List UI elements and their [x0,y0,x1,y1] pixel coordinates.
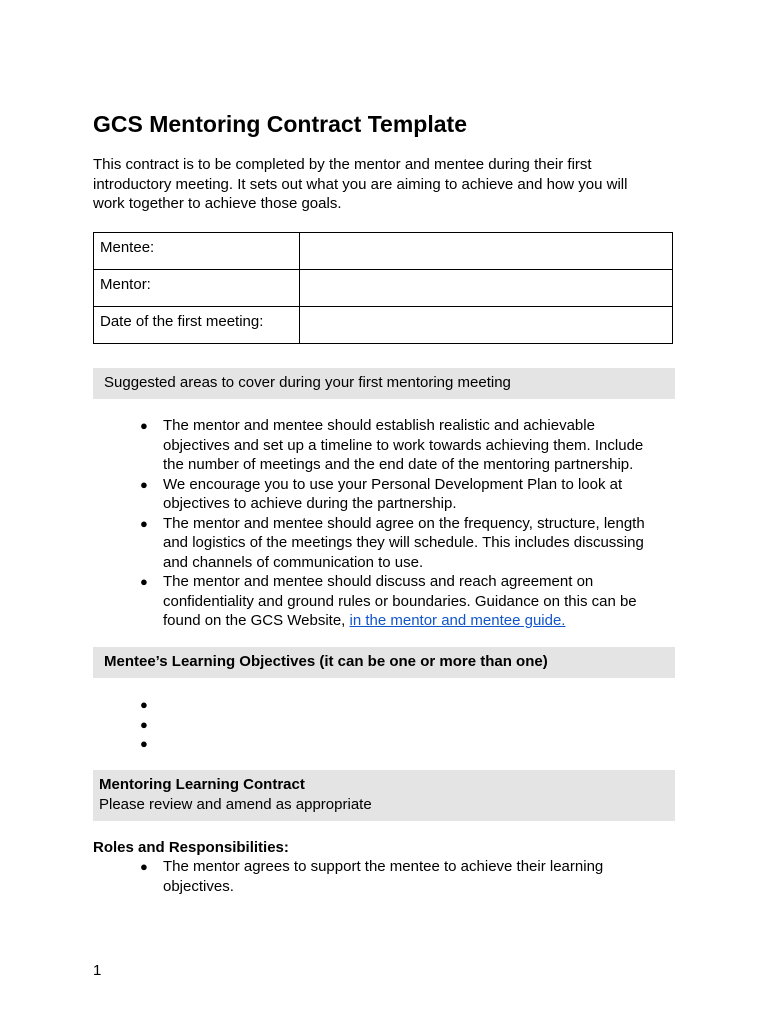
intro-paragraph: This contract is to be completed by the mentor and mentee during their first introductory meeting. It sets out what you are aiming to achieve and how you will work together to achieve those goals. [93,156,628,212]
roles-heading: Roles and Responsibilities: [93,839,289,856]
participant-info-table [93,232,673,344]
list-item-text: The mentor and mentee should establish realistic and achievable objectives and set up a timeline to work towards achieving them. Include the number of meetings and the end date of the mentoring partnership. [163,417,644,473]
table-row [94,233,673,270]
page-number: 1 [93,962,102,979]
mentor-mentee-guide-link[interactable]: in the mentor and mentee guide. [349,612,566,629]
document-title: GCS Mentoring Contract Template [93,111,467,137]
first-meeting-date-label: Date of the first meeting: [94,307,300,344]
table-row [94,270,673,307]
bullet-icon: ● [140,515,148,531]
list-item[interactable] [93,734,663,754]
mentor-value-cell[interactable] [300,270,673,307]
list-item-text: The mentor and mentee should discuss and reach agreement on confidentiality and ground rules or boundaries. Guidance on this can be found on the GCS Website, [163,573,637,629]
first-meeting-date-value-cell[interactable] [300,307,673,344]
list-item-text: The mentor and mentee should agree on the frequency, structure, length and logistics of the meetings they will schedule. This includes discussing and channels of communication to use. [163,514,645,571]
suggested-areas-list [93,416,663,631]
table-row [94,307,673,344]
mentor-label: Mentor: [94,270,300,307]
bullet-icon: ● [140,736,148,751]
list-item-text: The mentor agrees to support the mentee to achieve their learning objectives. [163,858,604,895]
learning-contract-subheading: Please review and amend as appropriate [99,795,372,813]
bullet-icon: ● [140,574,148,589]
learning-objectives-list [93,695,663,754]
mentee-label: Mentee: [94,233,300,270]
suggested-areas-heading: Suggested areas to cover during your first mentoring meeting [93,368,675,399]
list-item[interactable] [93,695,663,715]
learning-contract-heading: Mentoring Learning Contract [99,776,305,793]
bullet-icon: ● [140,859,148,874]
bullet-icon: ● [140,476,148,492]
list-item[interactable] [93,715,663,735]
bullet-icon: ● [140,418,148,433]
list-item-text: We encourage you to use your Personal Development Plan to look at objectives to achieve during the partnership. [163,475,623,512]
list-item [93,572,663,631]
bullet-icon: ● [140,716,148,732]
list-item [93,514,663,573]
list-item [93,857,663,896]
list-item [93,416,663,475]
mentee-value-cell[interactable] [300,233,673,270]
learning-objectives-heading: Mentee’s Learning Objectives (it can be one or more than one) [93,647,675,678]
roles-list [93,857,663,896]
learning-contract-box [93,770,675,821]
list-item [93,475,663,514]
bullet-icon: ● [140,697,148,712]
